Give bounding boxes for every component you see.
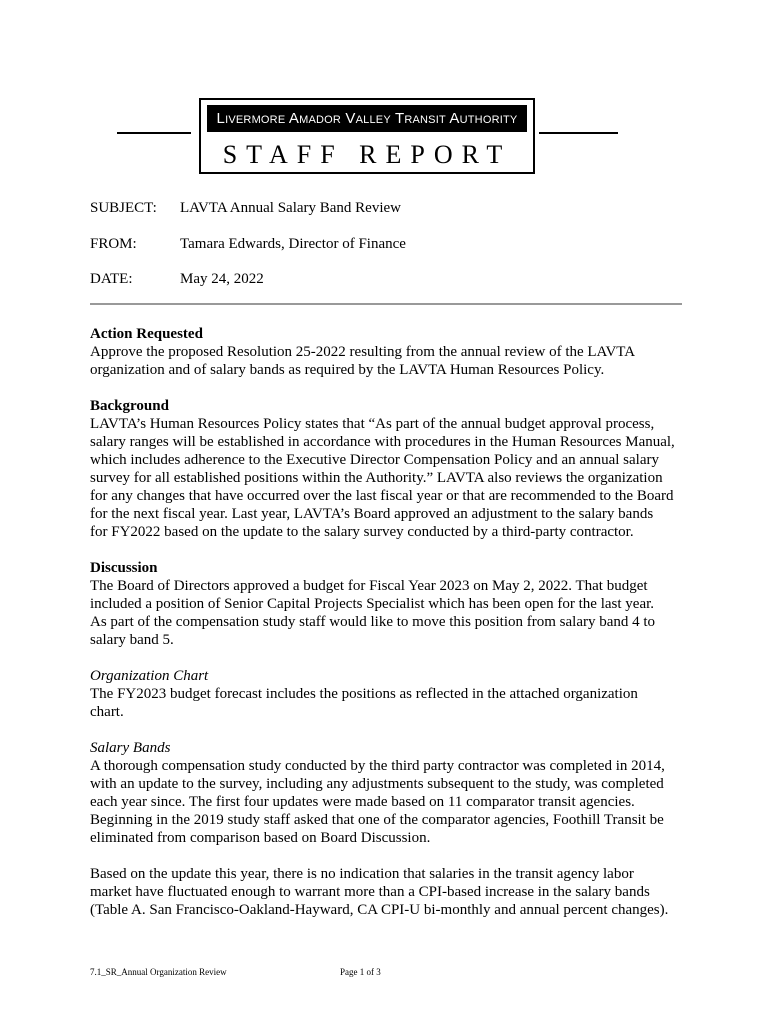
paragraph-line: Approve the proposed Resolution 25-2022 resulting from the annual review of the LAVTA bbox=[90, 344, 636, 360]
paragraph-line: which includes adherence to the Executive Director Compensation Policy and an annual salary bbox=[90, 452, 659, 468]
report-title: STAFF REPORT bbox=[222, 140, 512, 169]
subject-label: SUBJECT: bbox=[90, 200, 157, 216]
paragraph-line: Based on the update this year, there is no indication that salaries in the transit agency labor bbox=[90, 866, 634, 882]
paragraph-line: with an update to the survey, including any adjustments subsequent to the study, was completed bbox=[90, 776, 664, 792]
header-rule-right bbox=[539, 132, 618, 134]
section-heading: Background bbox=[90, 398, 169, 414]
subsection-heading: Salary Bands bbox=[90, 740, 171, 756]
staff-report-banner bbox=[199, 98, 535, 174]
paragraph-line: included a position of Senior Capital Projects Specialist which has been open for the last year. bbox=[90, 596, 655, 612]
paragraph-line: each year since. The first four updates were made based on 11 comparator transit agencies. bbox=[90, 794, 635, 810]
organization-name: Livermore Amador Valley Transit Authority bbox=[207, 105, 527, 132]
paragraph-line: for FY2022 based on the update to the salary survey conducted by a third-party contractor. bbox=[90, 524, 634, 540]
paragraph-line: salary band 5. bbox=[90, 632, 174, 648]
paragraph-line: chart. bbox=[90, 704, 124, 720]
section-organization-chart bbox=[90, 667, 690, 721]
paragraph-line: for any changes that have occurred over the last fiscal year or that are recommended to the Board bbox=[90, 488, 674, 504]
paragraph-line: salary ranges will be established in accordance with procedures in the Human Resources Manual, bbox=[90, 434, 675, 450]
header-rule-left bbox=[117, 132, 191, 134]
paragraph-line: The FY2023 budget forecast includes the positions as reflected in the attached organization bbox=[90, 686, 638, 702]
report-body bbox=[90, 325, 690, 937]
from-value: Tamara Edwards, Director of Finance bbox=[180, 236, 406, 252]
section-background bbox=[90, 397, 690, 541]
section-salary-bands bbox=[90, 739, 690, 847]
paragraph-line: market have fluctuated enough to warrant more than a CPI-based increase in the salary bands bbox=[90, 884, 650, 900]
section-closing-paragraph bbox=[90, 865, 690, 919]
header-divider bbox=[90, 303, 682, 305]
paragraph-line: Beginning in the 2019 study staff asked that one of the comparator agencies, Foothill Transit be bbox=[90, 812, 664, 828]
subsection-heading: Organization Chart bbox=[90, 668, 209, 684]
section-heading: Discussion bbox=[90, 560, 158, 576]
paragraph-line: survey for all established positions within the Authority.” LAVTA also reviews the organization bbox=[90, 470, 663, 486]
subject-value: LAVTA Annual Salary Band Review bbox=[180, 200, 401, 216]
paragraph-line: (Table A. San Francisco-Oakland-Hayward, CA CPI-U bi-monthly and annual percent changes). bbox=[90, 902, 669, 918]
section-action-requested bbox=[90, 325, 690, 379]
paragraph-line: for the next fiscal year. Last year, LAVTA’s Board approved an adjustment to the salary bands bbox=[90, 506, 654, 522]
date-value: May 24, 2022 bbox=[180, 271, 264, 287]
paragraph-line: A thorough compensation study conducted by the third party contractor was completed in 2014, bbox=[90, 758, 665, 774]
section-discussion bbox=[90, 559, 690, 649]
paragraph-line: organization and of salary bands as required by the LAVTA Human Resources Policy. bbox=[90, 362, 605, 378]
paragraph-line: As part of the compensation study staff would like to move this position from salary band 4 to bbox=[90, 614, 656, 630]
paragraph-line: eliminated from comparison based on Board Discussion. bbox=[90, 830, 431, 846]
paragraph-line: LAVTA’s Human Resources Policy states that “As part of the annual budget approval process, bbox=[90, 416, 655, 432]
section-heading: Action Requested bbox=[90, 326, 203, 342]
footer-page-number: Page 1 of 3 bbox=[340, 967, 381, 977]
date-label: DATE: bbox=[90, 271, 133, 287]
paragraph-line: The Board of Directors approved a budget for Fiscal Year 2023 on May 2, 2022. That budget bbox=[90, 578, 648, 594]
from-label: FROM: bbox=[90, 236, 137, 252]
footer-filename: 7.1_SR_Annual Organization Review bbox=[90, 967, 227, 977]
